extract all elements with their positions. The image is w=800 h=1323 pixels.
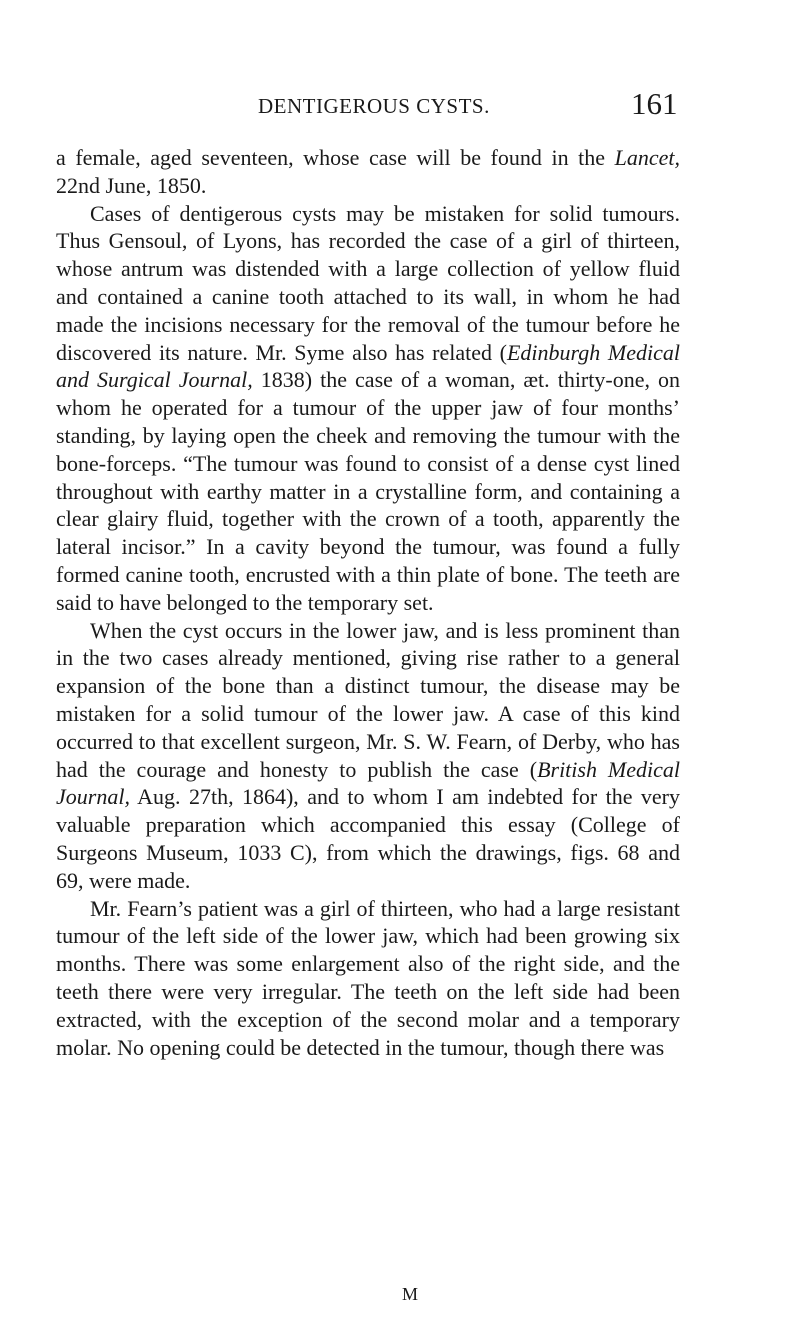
body-text [56,144,680,1061]
signature-mark: M [402,1284,419,1304]
italic-citation: British Medical Journal, [56,756,681,810]
page-header [0,86,800,126]
paragraph-3 [56,617,680,895]
paragraph-2 [56,200,680,617]
running-head: DENTIGEROUS CYSTS. [258,94,490,118]
text-run: Aug. 27th, 1864), and to whom I am indebted for the very valuable preparation which accompanied this essay (College of Surgeons Museum, 1033 C), from which the drawings, figs. 68 and 69, were made. [56,784,680,893]
italic-citation: Edinburgh Medical and Surgical Journal, [56,339,680,393]
text-run: When the cyst occurs in the lower jaw, and is less prominent than in the two cases already mentioned, giving rise rather to a general expansion of the bone than a distinct tumour, the disease may be mistaken for a solid tumour of the lower jaw. A case of this kind occurred to that excellent surgeon, Mr. S. W. Fearn, of Derby, who has had the courage and honesty to publish the case ( [56,617,680,782]
italic-citation: Lancet, [614,145,680,170]
text-run: 1838) the case of a woman, æt. thirty-one, on whom he operated for a tumour of the upper jaw of four months’ standing, by laying open the cheek and removing the tumour with the bone-forceps. “The tumour was found to consist of a dense cyst lined throughout with earthy matter in a crystalline form, and containing a clear glairy fluid, together with the crown of a tooth, apparently the lateral incisor.” In a cavity beyond the tumour, was found a fully formed canine tooth, encrusted with a thin plate of bone. The teeth are said to have belonged to the temporary set. [56,367,680,615]
text-run: Cases of dentigerous cysts may be mistaken for solid tumours. Thus Gensoul, of Lyons, has recorded the case of a girl of thirteen, whose antrum was distended with a large collection of yellow fluid and contained a canine tooth attached to its wall, in whom he had made the incisions necessary for the removal of the tumour before he discovered its nature. Mr. Syme also has related ( [56,200,680,365]
text-run: a female, aged seventeen, whose case will be found in the [56,145,615,170]
text-run: 22nd June, 1850. [56,172,207,198]
paragraph-1 [56,144,680,200]
paragraph-4 [56,895,680,1062]
page-number: 161 [631,86,678,121]
text-run: Mr. Fearn’s patient was a girl of thirteen, who had a large resistant tumour of the left side of the lower jaw, which had been growing six months. There was some enlargement also of the right side, and the teeth there were very irregular. The teeth on the left side had been extracted, with the exception of the second molar and a temporary molar. No opening could be detected in the tumour, though there was [56,895,680,1060]
